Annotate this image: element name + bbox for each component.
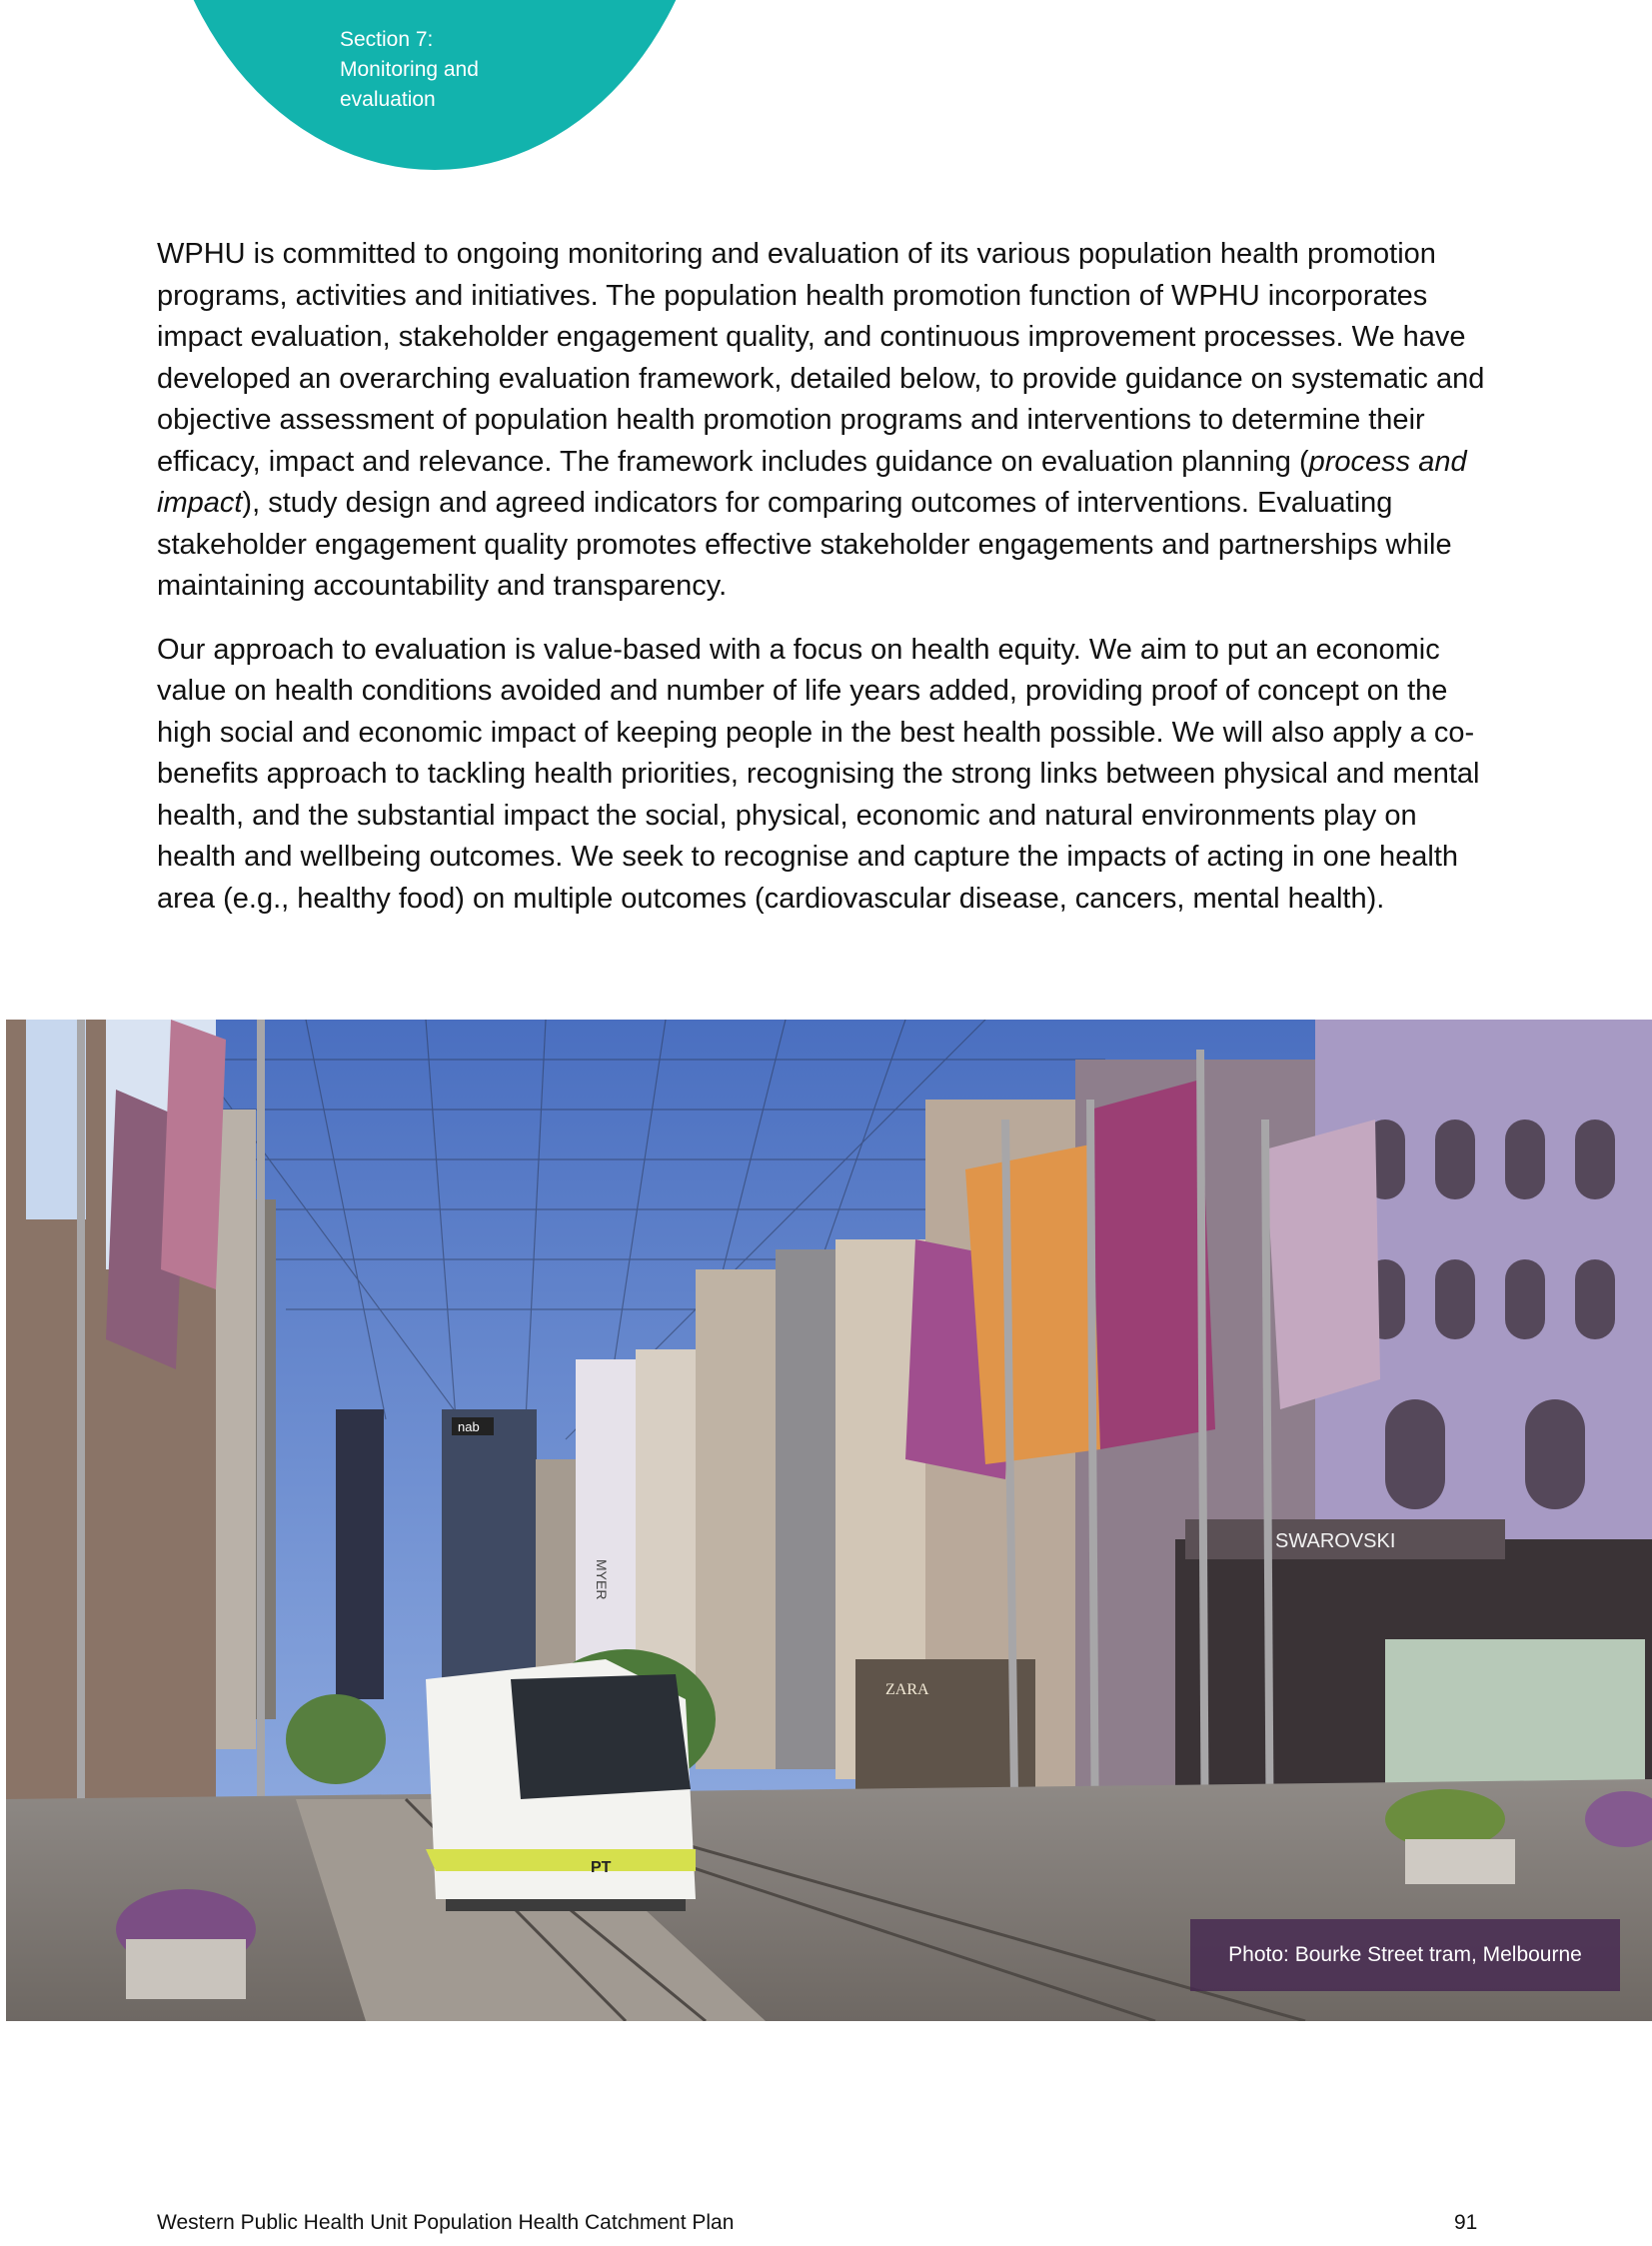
- tram: [426, 1659, 696, 1911]
- paragraph-1-part-a: WPHU is committed to ongoing monitoring and evaluation of its various population health promotion programs, activities and initiatives. The population health promotion function of WPHU incorporates impact evaluation, stakeholder engagement quality, and continuous improvement processes. We have developed an overarching evaluation framework, detailed below, to provide guidance on systematic and objective assessment of population health promotion programs and interventions to determine their efficacy, impact and relevance. The framework includes guidance on evaluation planning (: [157, 238, 1485, 478]
- street-photo: [6, 1020, 1652, 2021]
- tram-logo: PT: [591, 1859, 612, 1876]
- swarovski-sign: SWAROVSKI: [1275, 1530, 1396, 1552]
- zara-sign: ZARA: [885, 1681, 929, 1698]
- paragraph-1-part-b: ), study design and agreed indicators for comparing outcomes of interventions. Evaluating stakeholder engagement quality promotes effective stakeholder engagements and partnerships while maintaining accountability and transparency.: [157, 487, 1452, 602]
- section-label: [340, 25, 479, 115]
- section-label-line: Monitoring and: [340, 58, 479, 81]
- body-text: [157, 234, 1496, 942]
- nab-building: [442, 1409, 537, 1709]
- section-label-line: evaluation: [340, 88, 436, 111]
- photo-caption: Photo: Bourke Street tram, Melbourne: [1190, 1919, 1620, 1991]
- section-label-line: Section 7:: [340, 28, 434, 51]
- paragraph-1: [157, 234, 1496, 608]
- nab-sign: nab: [458, 1419, 480, 1434]
- street-photo-illustration: [6, 1020, 1652, 2021]
- myer-sign: MYER: [594, 1559, 610, 1600]
- paragraph-1-emphasis: process and impact: [157, 445, 1467, 519]
- paragraph-2: Our approach to evaluation is value-based with a focus on health equity. We aim to put an economic value on health conditions avoided and number of life years added, providing proof of concept on the high social and economic impact of keeping people in the best health possible. We will also apply a co-benefits approach to tackling health priorities, recognising the strong links between physical and mental health, and the substantial impact the social, physical, economic and natural environments play on health and wellbeing outcomes. We seek to recognise and capture the impacts of acting in one health area (e.g., healthy food) on multiple outcomes (cardiovascular disease, cancers, mental health).: [157, 633, 1480, 915]
- page-number: 91: [1454, 2211, 1478, 2234]
- footer-title: Western Public Health Unit Population Health Catchment Plan: [157, 2211, 735, 2234]
